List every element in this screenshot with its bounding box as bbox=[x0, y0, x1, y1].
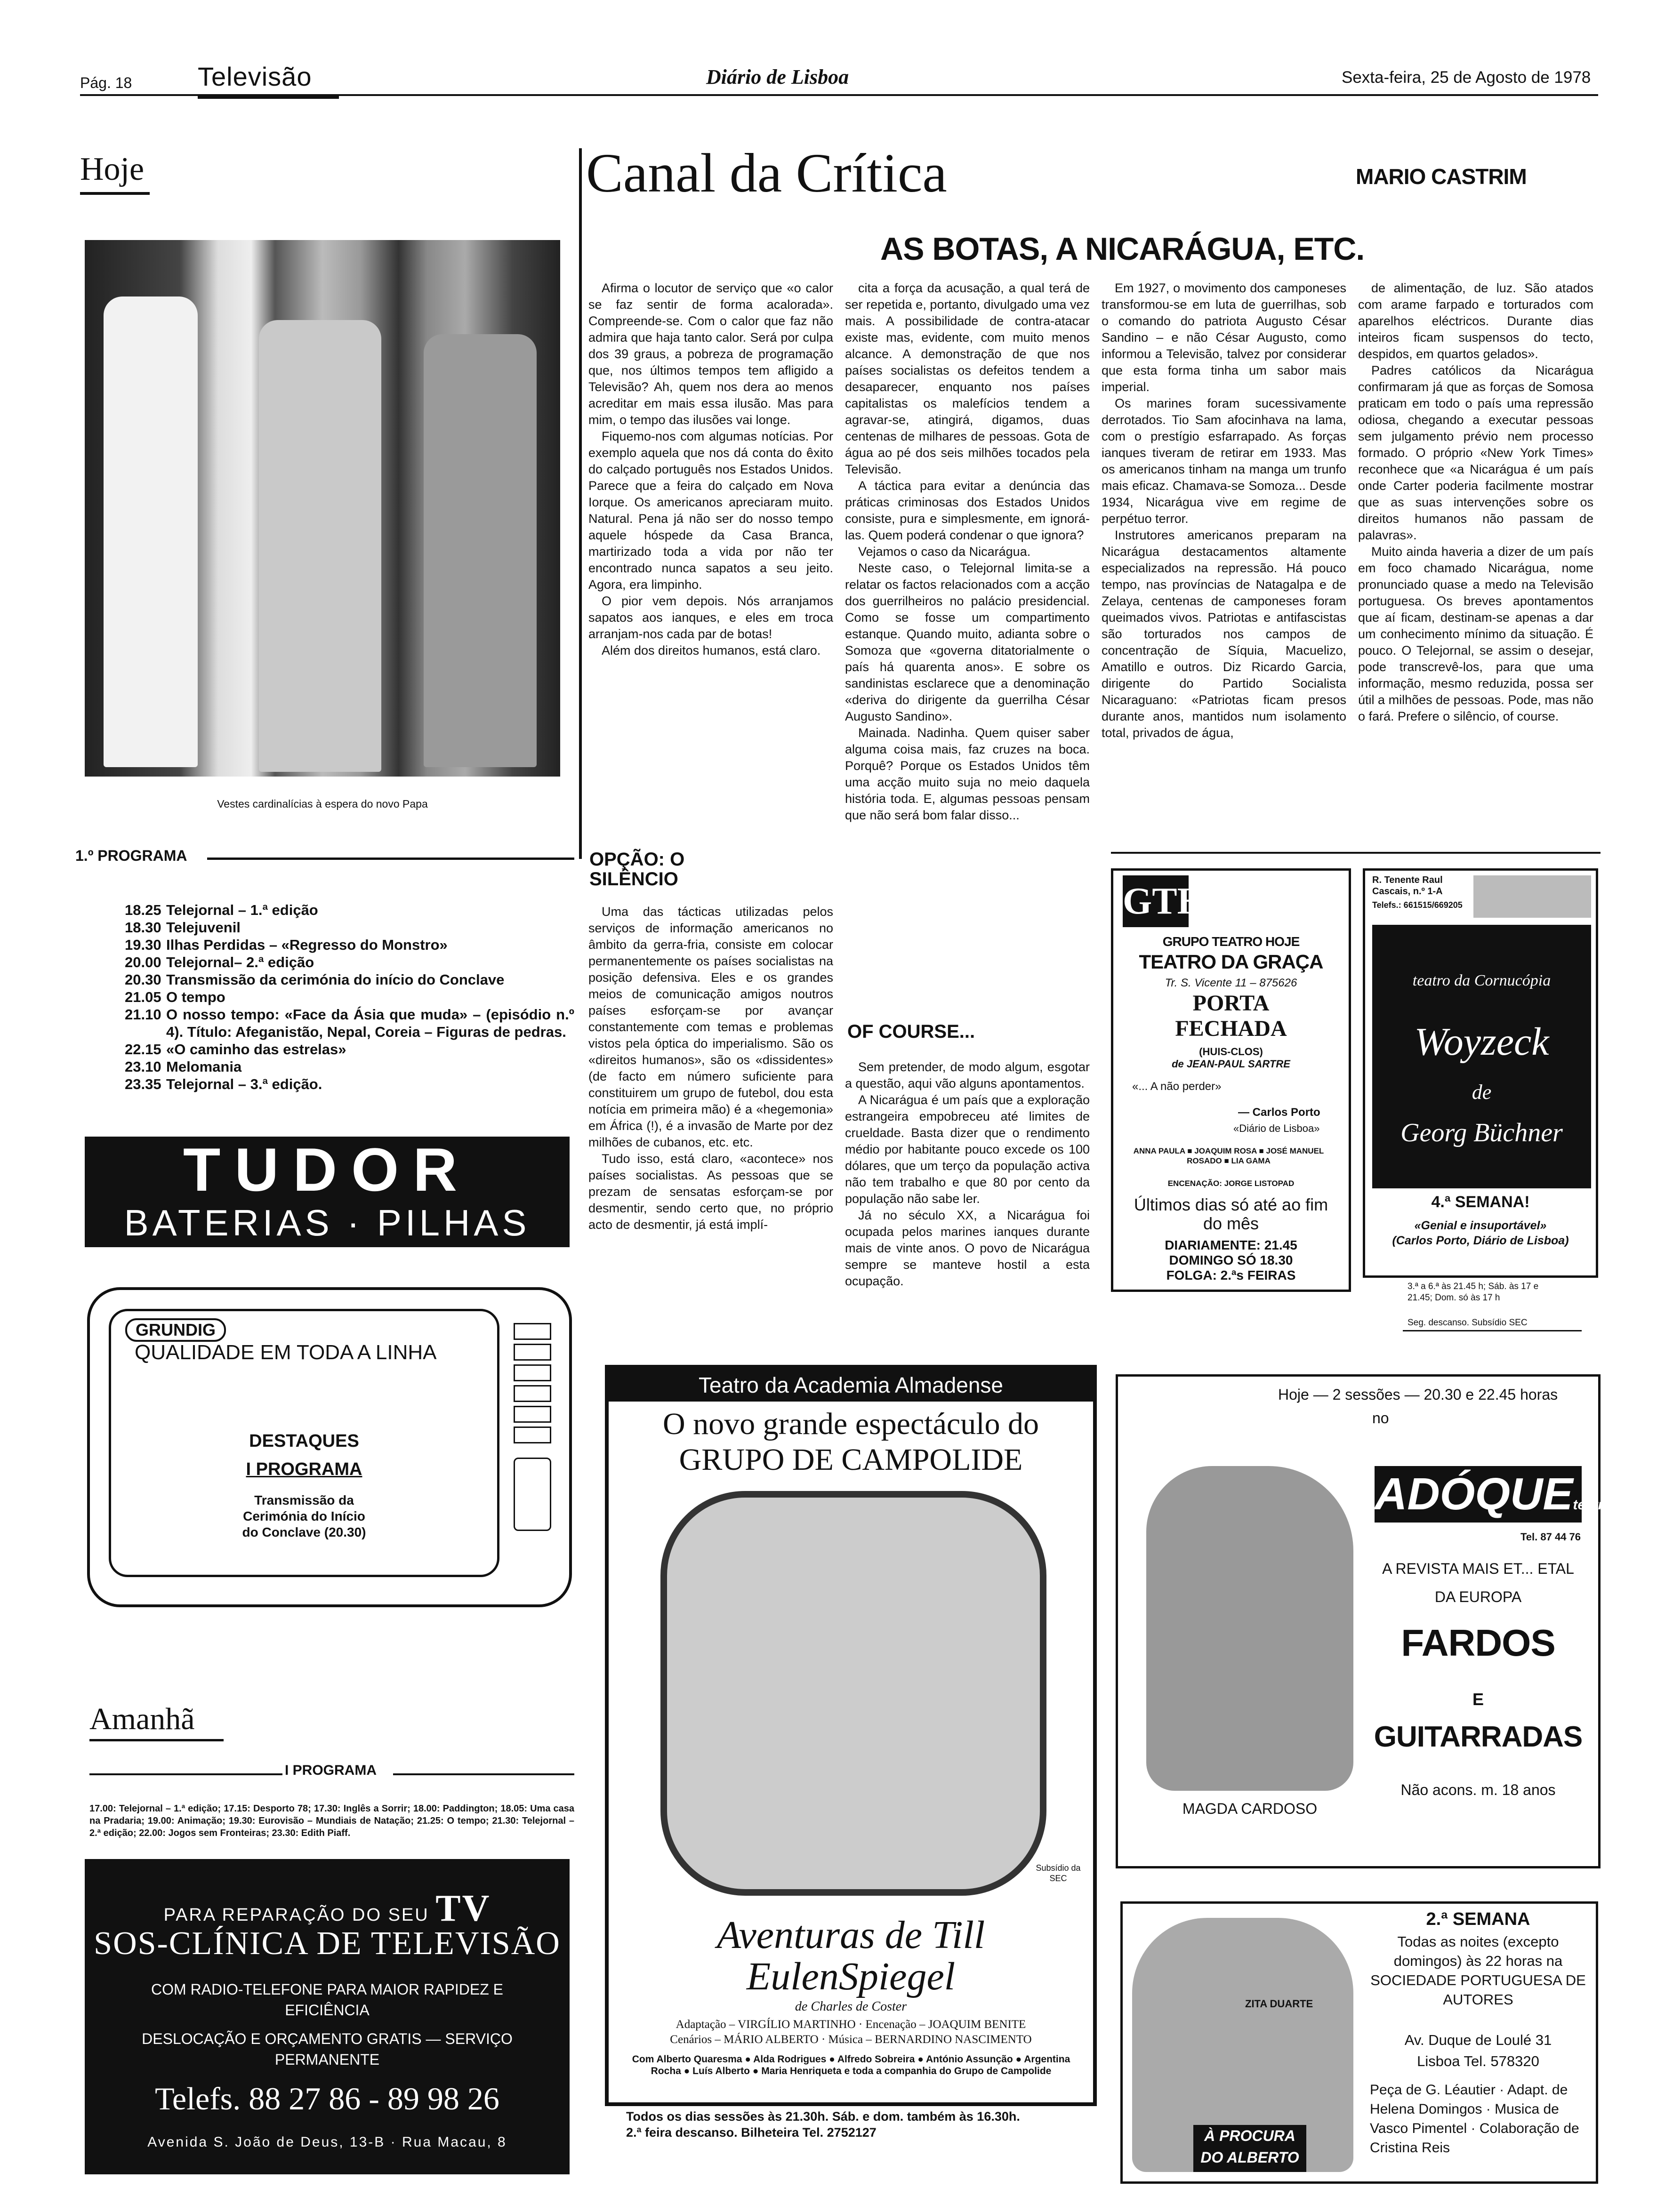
gth-ad bbox=[1111, 868, 1351, 1292]
sos-title: SOS-CLÍNICA DE TELEVISÃO bbox=[94, 1925, 561, 1962]
amanha-programa: I PROGRAMA bbox=[285, 1763, 377, 1778]
white-robe bbox=[104, 297, 198, 767]
column-divider bbox=[579, 148, 582, 859]
page-date: Sexta-feira, 25 de Agosto de 1978 bbox=[1342, 68, 1591, 87]
gth-play: PORTA FECHADA bbox=[1175, 991, 1287, 1041]
almadense-ad bbox=[605, 1365, 1097, 2106]
article-col4: de alimentação, de luz. São atados com arame farpado e torturados com aparelhos eléctricos. Durante dias inteiros ficam suspensos do tecto, despidos, em quartos gelados». Padres católicos da Nicarágua confirmaram já que as forças de Somosa praticam em todo o país uma repressão odiosa, chegando a executar pessoas sem julgamento prévio nem processo formado. O próprio «New York Times» reconhece que «a Nicarágua é um país onde Carter poderia facilmente mostrar que as suas intervenções sobre os direitos humanos não passam de palavras». Muito ainda haveria a dizer de um país em foco chamado Nicarágua, nome pronunciado quase a medo na Televisão portuguesa. Os breves apontamentos que aí ficam, destinam-se apenas a dar um conhecimento mínimo da situação. É pouco. O Telejornal, se assim o desejar, pode transcrevê-los, para que uma informação, mesmo reduzida, possa ser útil a milhões de pessoas. Pode, mas não o fará. Prefere o silêncio, of course. bbox=[1358, 281, 1593, 723]
robe-right bbox=[424, 334, 537, 767]
schedule-row: 21.05 O tempo bbox=[125, 989, 225, 1005]
cornu-quote: «Genial e insuportável» bbox=[1414, 1219, 1547, 1232]
ofcourse-heading: OF COURSE... bbox=[847, 1021, 975, 1042]
sos-line1: PARA REPARAÇÃO DO SEU TV bbox=[163, 1888, 491, 1929]
sos-line3: DESLOCAÇÃO E ORÇAMENTO GRATIS — SERVIÇO PERMANENTE bbox=[142, 2030, 513, 2068]
grundig-slogan: QUALIDADE EM TODA A LINHA bbox=[135, 1341, 437, 1364]
gth-times3: FOLGA: 2.ªs FEIRAS bbox=[1166, 1268, 1296, 1282]
alm-subsidy: Subsídio da SEC bbox=[1036, 1863, 1081, 1883]
gth-logo: GTH bbox=[1123, 875, 1189, 927]
grundig-tv-ad bbox=[87, 1287, 572, 1607]
alberto-address: Av. Duque de Loulé 31 bbox=[1404, 2032, 1552, 2048]
article-col1: Afirma o locutor de serviço que «o calor se faz sentir de forma acalorada». Compreende-se. Com o calor que faz não admira que haja tanto calor. Será por culpa dos 39 graus, a pobreza de programação que, nos últimos tempos tem afligido a Televisão? Ah, quem nos dera ao menos acreditar em mais essa ilusão. Mas para mim, o tempo das ilusões vai longe. Fiquemo-nos com algumas notícias. Por exemplo aquela que nos dá conta do êxito do calçado português nos Estados Unidos. Parece que a feira do calçado em Nova Iorque. Os americanos apreciaram muito. Natural. Pena já não ser do nosso tempo aquele hóspede da Casa Branca, martirizado toda a vida por não ter encontrado nunca sapatos a seu jeito. Agora, era limpinho. O pior vem depois. Nós arranjamos sapatos aos ianques, e eles em troca arranjam-nos cada par de botas! Além dos direitos humanos, está claro. bbox=[588, 281, 833, 657]
cornu-name: teatro da Cornucópia bbox=[1412, 972, 1551, 989]
adoque-logo: ADÓQUEteatro bbox=[1375, 1466, 1582, 1523]
grundig-logo: GRUNDIG bbox=[125, 1318, 226, 1342]
header-rule-section bbox=[198, 94, 339, 99]
gth-author: de JEAN-PAUL SARTRE bbox=[1172, 1058, 1290, 1070]
adoque-hoje: Hoje — 2 sessões — 20.30 e 22.45 horas bbox=[1278, 1386, 1558, 1403]
masthead: Diário de Lisboa bbox=[706, 65, 849, 88]
article-col3: Em 1927, o movimento dos camponeses transformou-se em luta de guerrilhas, sob o comando do patriota Augusto César Sandino – e não César Augusto, como informou a Televisão, talvez por considerar que esta forma tinha um sabor mais imperial. Os marines foram sucessivamente derrotados. Tio Sam afocinhava na lama, com o prestígio esfarrapado. As forças ianques tiveram de retirar em 1933. Mas os americanos tinham na manga um trunfo mais eficaz. Chamava-se Somoza... Desde 1934, Nicarágua vive em regime de perpétuo terror. Instrutores americanos preparam na Nicarágua destacamentos altamente especializados na repressão. Há pouco tempo, nas províncias de Natagalpa e de Zelaya, centenas de camponeses foram queimados vivos. Patriotas e antifascistas são torturados nos campos de concentração de Síquia, Macuelizo, Amatillo e outros. Diz Ricardo Garcia, dirigente do Partido Socialista Nicaraguano: «Patriotas ficam presos durante anos, mantidos num isolamento total, privados de água, bbox=[1102, 281, 1346, 740]
article-col2b: Sem pretender, de modo algum, esgotar a questão, aqui vão alguns apontamentos. A Nicarágua é um país que a exploração estrangeira empobreceu até limites de crueldade. Basta dizer que o rendimento médio por habitante pouco excede os 100 dólares, que um terço da população activa não tem trabalho e que 80 por cento da população não sabe ler. Já no século XX, a Nicarágua foi ocupada pelos marines ianques durante mais de vinte anos. O povo de Nicarágua sempre se manteve hostil a esta ocupação. bbox=[845, 1060, 1090, 1288]
alm-header: Teatro da Academia Almadense bbox=[609, 1369, 1093, 1402]
schedule-row: 18.30 Telejuvenil bbox=[125, 919, 241, 936]
article-author: MARIO CASTRIM bbox=[1356, 164, 1527, 189]
grundig-programa: I PROGRAMA bbox=[246, 1459, 362, 1479]
adoque-no: no bbox=[1372, 1410, 1389, 1427]
schedule-row: 20.30 Transmissão da cerimónia do início do Conclave bbox=[125, 971, 505, 988]
cornu-logo-block bbox=[1473, 875, 1591, 918]
programa-label: 1.º PROGRAMA bbox=[75, 847, 187, 864]
adoque-e: E bbox=[1472, 1690, 1484, 1709]
schedule-row: 20.00 Telejornal– 2.ª edição bbox=[125, 954, 314, 970]
cornu-week: 4.ª SEMANA! bbox=[1431, 1193, 1530, 1211]
schedule-list bbox=[125, 901, 574, 1093]
amanha-text: 17.00: Telejornal – 1.ª edição; 17.15: Desporto 78; 17.30: Inglês a Sorrir; 18.00: Paddington; 18.05: Uma casa na Pradaria; 19.00: Animação; 19.30: Eurovisão – Mundiais de Natação; 21.25: O tempo; 21.30: Telejornal – 2.ª edição; 22.00: Jogos sem Fronteiras; 23.30: Edith Piaff. bbox=[89, 1803, 574, 1838]
adoque-ad bbox=[1116, 1374, 1612, 1868]
sos-address: Avenida S. João de Deus, 13-B · Rua Macau, 8 bbox=[147, 2134, 507, 2150]
adoque-guitarradas: GUITARRADAS bbox=[1374, 1721, 1583, 1753]
gth-last: Últimos dias só até ao fim do mês bbox=[1134, 1195, 1328, 1233]
amanha-rule-right bbox=[393, 1773, 574, 1775]
gth-sub: (HUIS-CLOS) bbox=[1199, 1046, 1263, 1058]
article-col1b: Uma das tácticas utilizadas pelos serviços de informação americanos no âmbito da gerra-fria, consiste em colocar permanentemente os países socialistas na posição defensiva. Eles e os grandes meios de comunicação amigos noutros países esforçam-se por avançar constantemente com temas e problemas vistos pela óptica do imperialismo. São os «direitos humanos», são os «dissidentes» (de facto em número suficiente para constituirem um grupo de futebol, dou esta notícia em primeira mão) é a «hegemonia» em África (!), é a invasão de Marte por dez milhões de cubanos, etc. etc. Tudo isso, está claro, «acontece» nos países socialistas. As pessoas que se prezam de sensatas esforçam-se por desmentir, sendo certo que, no próprio acto de desmentir, já está implí- bbox=[588, 905, 833, 1232]
hoje-heading: Hoje bbox=[80, 151, 145, 187]
alberto-title: À PROCURA DO ALBERTO bbox=[1193, 2125, 1306, 2172]
alm-rest: 2.ª feira descanso. Bilheteira Tel. 2752127 bbox=[626, 2125, 877, 2140]
programa-rule bbox=[207, 858, 574, 860]
adoque-fardos: FARDOS bbox=[1401, 1622, 1555, 1664]
gth-times2: DOMINGO SÓ 18.30 bbox=[1169, 1253, 1293, 1267]
photo-caption: Vestes cardinalícias à espera do novo Papa bbox=[217, 798, 428, 810]
cornu-address: R. Tenente Raul Cascais, n.º 1-A bbox=[1372, 875, 1443, 897]
alm-credits2: Cenários – MÁRIO ALBERTO · Música – BERNARDINO NASCIMENTO bbox=[670, 2033, 1032, 2046]
tudor-ad bbox=[85, 1137, 570, 1247]
gth-cast: ANNA PAULA ■ JOAQUIM ROSA ■ JOSÉ MANUEL ROSADO ■ LIA GAMA bbox=[1133, 1146, 1324, 1165]
gth-paper: «Diário de Lisboa» bbox=[1233, 1122, 1320, 1134]
tudor-tagline: BATERIAS · PILHAS bbox=[124, 1202, 531, 1243]
amanha-underline bbox=[89, 1739, 224, 1741]
alm-credits1: Adaptação – VIRGÍLIO MARTINHO · Encenação – JOAQUIM BENITE bbox=[676, 2018, 1026, 2031]
hoje-underline bbox=[80, 192, 150, 195]
column-title: Canal da Crítica bbox=[586, 142, 947, 204]
cornu-author: Georg Büchner bbox=[1400, 1118, 1563, 1147]
alm-play: Aventuras de Till EulenSpiegel bbox=[716, 1913, 985, 1998]
cornucopia-ad bbox=[1363, 868, 1598, 1278]
adoque-artist: MAGDA CARDOSO bbox=[1182, 1800, 1318, 1817]
amanha-rule-left bbox=[89, 1773, 282, 1775]
cornu-play: Woyzeck bbox=[1414, 1020, 1549, 1064]
tudor-brand: TUDOR bbox=[183, 1135, 472, 1204]
grundig-highlight: Transmissão da Cerimónia do Início do Conclave (20.30) bbox=[242, 1493, 366, 1539]
adoque-text2: DA EUROPA bbox=[1434, 1588, 1522, 1605]
alberto-credits: Peça de G. Léautier · Adapt. de Helena Domingos · Musica de Vasco Pimentel · Colaboração de Cristina Reis bbox=[1370, 2082, 1579, 2156]
gth-address: Tr. S. Vicente 11 – 875626 bbox=[1165, 977, 1297, 989]
sos-phone: Telefs. 88 27 86 - 89 98 26 bbox=[155, 2081, 499, 2116]
cornu-critic: (Carlos Porto, Diário de Lisboa) bbox=[1392, 1234, 1569, 1247]
sos-line2: COM RADIO-TELEFONE PARA MAIOR RAPIDEZ E EFICIÊNCIA bbox=[151, 1981, 503, 2019]
article-bottom-rule bbox=[1111, 852, 1601, 854]
alberto-actress: ZITA DUARTE bbox=[1245, 1998, 1313, 2010]
schedule-row: 22.15 «O caminho das estrelas» bbox=[125, 1041, 346, 1058]
article-col2: cita a força da acusação, a qual terá de ser repetida e, portanto, divulgado uma vez mais. A possibilidade de contra-atacar existe mas, evidente, com muito menos alcance. A demonstração de que nos países socialistas os defeitos tendem a desaparecer, enquanto nos países capitalistas os malefícios tendem a agravar-se, atingirá, digamos, duas centenas de milhares de pessoas. Gota de água ao pé dos seis milhões tocados pela Televisão. A táctica para evitar a denúncia das práticas criminosas dos Estados Unidos consiste, pura e simplesmente, em ignorá-las. Quem poderá condenar o que ignora? Vejamos o caso da Nicarágua. Neste caso, o Telejornal limita-se a relatar os factos relacionados com a acção dos guerrilheiros no palácio presidencial. Como se fosse um compartimento estanque. Quando muito, adianta sobre o Somoza que «governa ditatorialmente o país há quarenta anos». E sobre os sandinistas esclarece que a denominação «deriva do dirigente da guerrilha César Augusto Sandino». Mainada. Nadinha. Quem quiser saber alguma coisa mais, faz cruzes na boca. Porquê? Porque os Estados Unidos têm uma acção muito suja no meio daquela história toda. E, algumas pessoas pensam que não será bom falar disso... bbox=[845, 281, 1090, 822]
alm-cast: Com Alberto Quaresma ● Alda Rodrigues ● Alfredo Sobreira ● António Assunção ● Argentina Rocha ● Luís Alberto ● Maria Henriqueta e toda a companhia do Grupo de Campolide bbox=[632, 2054, 1070, 2076]
cornu-phone: Telefs.: 661515/669205 bbox=[1372, 900, 1463, 910]
alberto-week: 2.ª SEMANA bbox=[1426, 1909, 1530, 1929]
adoque-age: Não acons. m. 18 anos bbox=[1400, 1781, 1556, 1798]
page-number: Pág. 18 bbox=[80, 74, 132, 91]
cornu-times: 3.ª a 6.ª às 21.45 h; Sáb. às 17 e 21.45; Dom. só às 17 h bbox=[1408, 1282, 1539, 1303]
magda-cardoso-illustration bbox=[1146, 1466, 1353, 1791]
gth-times1: DIARIAMENTE: 21.45 bbox=[1165, 1238, 1297, 1252]
sos-ad bbox=[85, 1859, 570, 2174]
gth-theatre: TEATRO DA GRAÇA bbox=[1139, 951, 1323, 973]
cornu-poster bbox=[1372, 925, 1591, 1188]
gth-group: GRUPO TEATRO HOJE bbox=[1162, 934, 1300, 949]
schedule-row: 21.10 O nosso tempo: «Face da Ásia que muda» – (episódio n.º 4). Título: Afeganistão, Nepal, Coreia – Figuras de pedras. bbox=[125, 1006, 574, 1040]
adoque-teatro: teatro bbox=[1573, 1497, 1612, 1513]
gth-quote: «... A não perder» bbox=[1132, 1080, 1222, 1093]
robe-middle bbox=[259, 320, 381, 772]
cardinal-vestments-photo bbox=[85, 240, 560, 777]
gth-critic: — Carlos Porto bbox=[1238, 1106, 1320, 1119]
schedule-row: 23.35 Telejornal – 3.ª edição. bbox=[125, 1076, 322, 1092]
cornu-de: de bbox=[1472, 1081, 1492, 1104]
alm-mirror-illustration bbox=[660, 1491, 1046, 1896]
gth-director: ENCENAÇÃO: JORGE LISTOPAD bbox=[1167, 1179, 1295, 1188]
alm-author: de Charles de Coster bbox=[795, 1999, 907, 2014]
schedule-row: 19.30 Ilhas Perdidas – «Regresso do Monstro» bbox=[125, 937, 448, 953]
grundig-destaques: DESTAQUES bbox=[249, 1431, 359, 1451]
adoque-text1: A REVISTA MAIS ET... ETAL bbox=[1382, 1560, 1574, 1577]
schedule-row: 23.10 Melomania bbox=[125, 1058, 242, 1075]
alberto-text: Todas as noites (excepto domingos) às 22 horas na SOCIEDADE PORTUGUESA DE AUTORES bbox=[1370, 1933, 1586, 2008]
tv-control-panel bbox=[514, 1323, 551, 1568]
cornu-bottom-rule bbox=[1403, 1330, 1582, 1331]
adoque-phone: Tel. 87 44 76 bbox=[1520, 1531, 1581, 1543]
alberto-phone: Lisboa Tel. 578320 bbox=[1417, 2053, 1539, 2069]
article-headline: AS BOTAS, A NICARÁGUA, ETC. bbox=[880, 231, 1365, 267]
alm-times: Todos os dias sessões às 21.30h. Sáb. e dom. também às 16.30h. bbox=[626, 2109, 1020, 2124]
opcao-heading: OPÇÃO: O SILÊNCIO bbox=[589, 849, 685, 890]
alberto-ad bbox=[1120, 1901, 1598, 2184]
sos-tv: TV bbox=[435, 1888, 491, 1929]
amanha-heading: Amanhã bbox=[89, 1702, 195, 1736]
alm-title: O novo grande espectáculo do GRUPO DE CAMPOLIDE bbox=[662, 1407, 1039, 1477]
section-title: Televisão bbox=[198, 62, 312, 91]
schedule-row: 18.25 Telejornal – 1.ª edição bbox=[125, 902, 318, 918]
cornu-rest: Seg. descanso. Subsídio SEC bbox=[1408, 1318, 1528, 1328]
